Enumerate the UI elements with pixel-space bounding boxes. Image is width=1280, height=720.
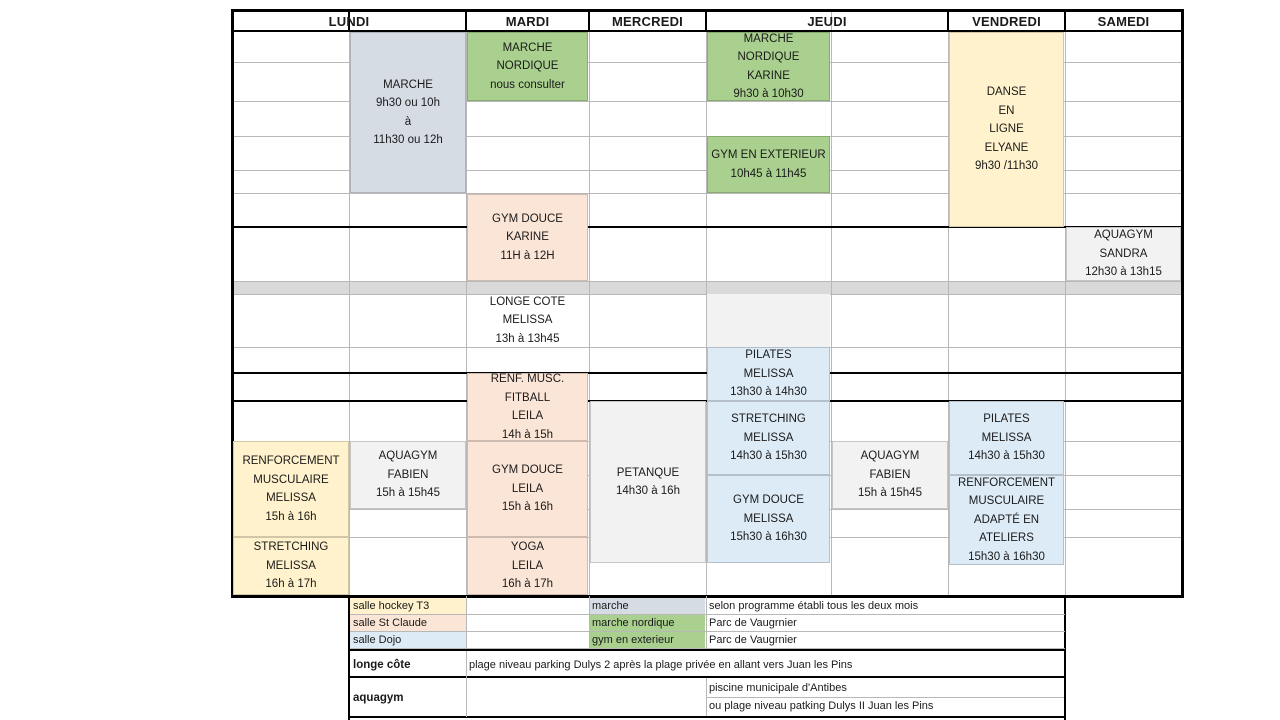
activity-line: AQUAGYM xyxy=(860,450,920,463)
legend-border xyxy=(348,649,1066,651)
activity-line: SANDRA xyxy=(1099,247,1148,260)
activity-line: ELYANE xyxy=(984,141,1029,154)
activity-line: LONGE COTE xyxy=(489,295,566,308)
activity-line: ATELIERS xyxy=(979,532,1034,545)
activity-line: nous consulter xyxy=(490,78,565,91)
activity-line: 14h30 à 16h xyxy=(616,485,680,497)
activity-line: NORDIQUE xyxy=(737,51,800,63)
legend-line-v xyxy=(466,596,467,649)
legend-border xyxy=(348,716,1066,718)
legend-gym-exterieur: gym en exterieur xyxy=(589,632,705,648)
activity-line: MARCHE xyxy=(743,32,794,45)
legend-salle-st-claude: salle St Claude xyxy=(350,615,466,631)
legend-line-h xyxy=(350,614,1065,615)
legend-line-v xyxy=(706,678,707,716)
activity-line: MARCHE xyxy=(502,41,553,54)
activity-line: PILATES xyxy=(983,413,1030,426)
activity-line: 14h à 15h xyxy=(501,428,554,441)
activity-line: MELISSA xyxy=(502,314,553,327)
activity-line: GYM EN EXTERIEUR xyxy=(711,149,826,161)
activity-line: KARINE xyxy=(747,69,790,82)
activity-line: MELISSA xyxy=(981,431,1032,444)
activity-line: GYM DOUCE xyxy=(492,212,563,225)
activity-line: YOGA xyxy=(510,541,545,554)
legend-aquagym-label: aquagym xyxy=(353,692,404,704)
activity-line: 11h30 ou 12h xyxy=(373,134,443,146)
activity-line: RENFORCEMENT xyxy=(242,455,340,467)
activity-line: 15h30 à 16h30 xyxy=(730,531,807,544)
activity-line: 14h30 à 15h30 xyxy=(730,450,807,463)
legend-longe-cote-label: longe côte xyxy=(353,659,411,671)
day-header-vendredi: VENDREDI xyxy=(972,13,1041,29)
activity-line: 12h30 à 13h15 xyxy=(1085,266,1162,279)
legend-salle-dojo: salle Dojo xyxy=(350,632,466,648)
activity-line: ADAPTÉ EN xyxy=(973,513,1040,526)
activity-line: EN xyxy=(998,104,1015,117)
day-header-mardi: MARDI xyxy=(505,13,550,29)
activity-line: NORDIQUE xyxy=(496,60,559,73)
activity-line: 9h30 ou 10h xyxy=(376,97,440,109)
legend-line-h xyxy=(706,697,1064,698)
legend-gym-exterieur-desc: Parc de Vaugrnier xyxy=(709,634,797,646)
activity-line: GYM DOUCE xyxy=(492,464,563,477)
activity-line: RENFORCEMENT xyxy=(957,476,1056,489)
legend-marche-desc: selon programme établi tous les deux mois xyxy=(709,600,919,612)
activity-line: STRETCHING xyxy=(731,413,806,426)
legend-aquagym-desc-2: ou plage niveau patking Dulys II Juan les Pins xyxy=(709,700,934,712)
activity-line: LEILA xyxy=(511,559,544,572)
activity-line: MELISSA xyxy=(743,512,794,525)
activity-line: MARCHE xyxy=(383,78,433,91)
legend-marche-nordique-desc: Parc de Vaugrnier xyxy=(709,617,797,629)
activity-line: 15h à 15h45 xyxy=(376,487,440,500)
legend-marche-nordique: marche nordique xyxy=(589,615,705,631)
legend-salle-hockey: salle hockey T3 xyxy=(350,598,466,614)
day-header-jeudi: JEUDI xyxy=(807,13,847,29)
day-header-samedi: SAMEDI xyxy=(1097,13,1150,29)
activity-line: MELISSA xyxy=(743,431,794,444)
activity-line: RENF. MUSC. xyxy=(490,373,565,385)
activity-line: MUSCULAIRE xyxy=(253,473,329,486)
activity-line: 16h à 17h xyxy=(501,578,554,591)
legend-marche: marche xyxy=(589,598,705,614)
legend-line-v xyxy=(466,651,467,717)
legend-aquagym-desc-1: piscine municipale d'Antibes xyxy=(709,682,847,694)
activity-line: LEILA xyxy=(511,410,544,422)
activity-line: 9h30 à 10h30 xyxy=(733,88,804,100)
activity-line: FITBALL xyxy=(504,391,551,404)
activity-line: 15h à 16h xyxy=(265,510,317,523)
activity-line: LEILA xyxy=(511,482,544,495)
activity-line: 15h30 à 16h30 xyxy=(968,550,1045,563)
activity-line: GYM DOUCE xyxy=(733,494,804,507)
activity-line: 15h à 16h xyxy=(501,501,554,514)
activity-line: PILATES xyxy=(745,349,792,362)
activity-line: 10h45 à 11h45 xyxy=(730,167,807,180)
day-header-lundi: LUNDI xyxy=(328,13,370,29)
activity-line: 13h30 à 14h30 xyxy=(730,386,807,399)
activity-line: PETANQUE xyxy=(616,466,680,479)
activity-line: LIGNE xyxy=(989,123,1024,136)
activity-line: STRETCHING xyxy=(253,541,329,554)
legend-line-h xyxy=(350,648,1065,649)
activity-line: KARINE xyxy=(506,231,549,244)
activity-line: 13h à 13h45 xyxy=(495,332,560,345)
activity-line: MELISSA xyxy=(266,559,316,572)
activity-line: MUSCULAIRE xyxy=(968,495,1045,508)
activity-line: 15h à 15h45 xyxy=(858,487,922,500)
activity-line: à xyxy=(404,115,412,128)
activity-line: 16h à 17h xyxy=(265,578,317,591)
activity-line: MELISSA xyxy=(743,367,794,380)
activity-line: 14h30 à 15h30 xyxy=(968,450,1045,463)
legend-longe-cote-desc: plage niveau parking Dulys 2 après la plage privée en allant vers Juan les Pins xyxy=(469,659,853,671)
legend-border xyxy=(348,676,1066,678)
activity-line: AQUAGYM xyxy=(1094,229,1153,242)
activity-line: 11H à 12H xyxy=(500,249,555,262)
legend-line-v xyxy=(589,596,590,649)
activity-line: DANSE xyxy=(986,86,1027,99)
legend-line-v xyxy=(706,596,707,649)
activity-line: FABIEN xyxy=(387,468,429,481)
activity-line: AQUAGYM xyxy=(378,450,438,463)
activity-line: FABIEN xyxy=(869,468,911,481)
activity-line: MELISSA xyxy=(266,492,316,504)
day-header-mercredi: MERCREDI xyxy=(612,13,683,29)
activity-line: 9h30 /11h30 xyxy=(974,160,1039,173)
legend-line-h xyxy=(350,631,1065,632)
